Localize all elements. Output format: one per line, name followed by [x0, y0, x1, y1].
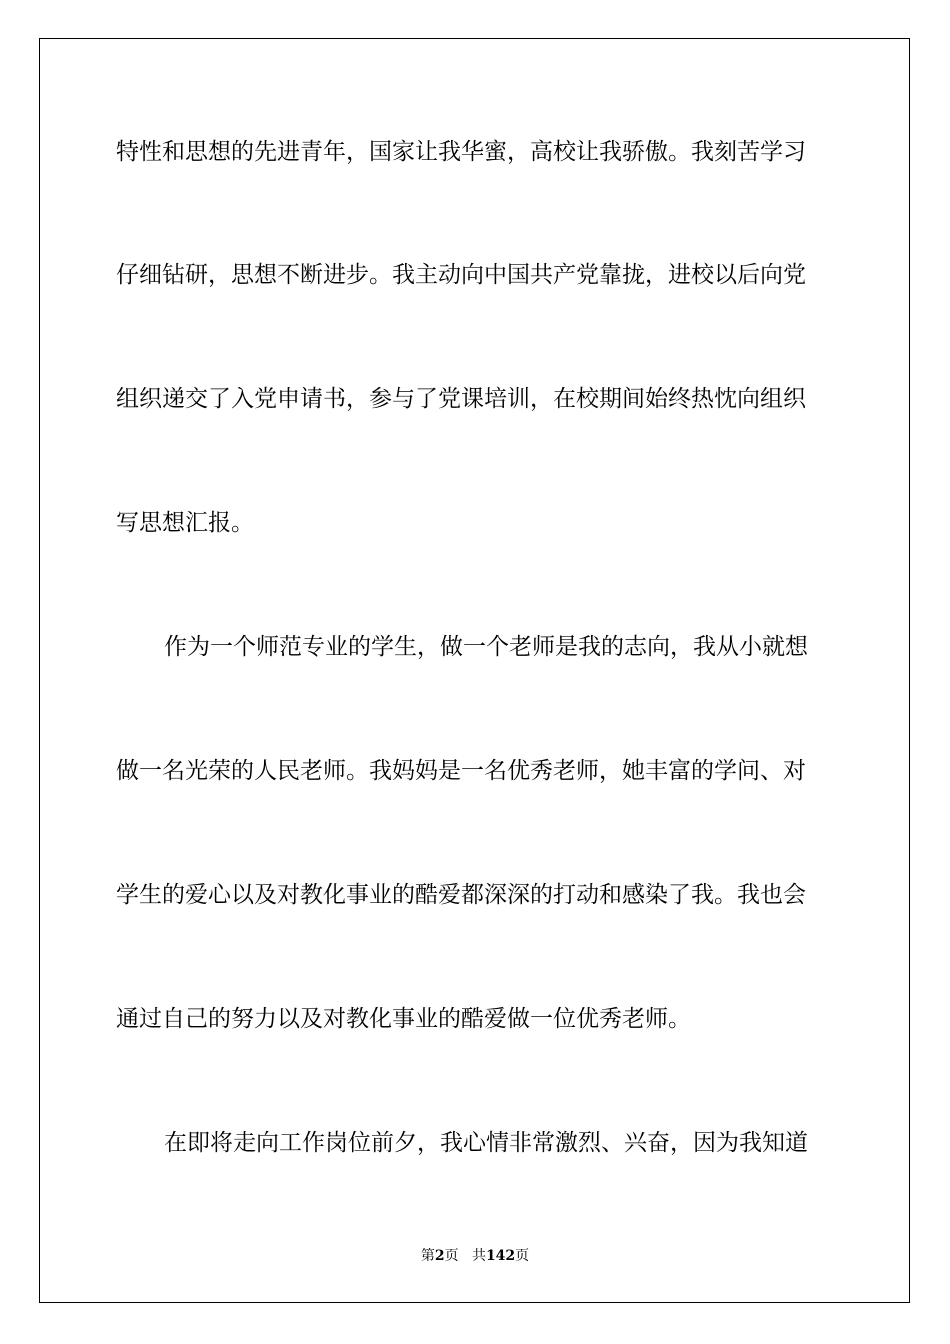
page-border [39, 38, 910, 1303]
footer-total-prefix: 共 [471, 1248, 486, 1264]
text-line-4: 写思想汇报。 [116, 510, 254, 536]
text-line-3: 组织递交了入党申请书，参与了党课培训，在校期间始终热忱向组织 [116, 386, 806, 412]
text-line-6: 做一名光荣的人民老师。我妈妈是一名优秀老师，她丰富的学问、对 [116, 758, 806, 784]
text-line-2: 仔细钻研，思想不断进步。我主动向中国共产党靠拢，进校以后向党 [116, 262, 806, 288]
page-footer [0, 1247, 950, 1265]
footer-total-pages: 142 [485, 1248, 516, 1264]
text-line-9: 在即将走向工作岗位前夕，我心情非常激烈、兴奋，因为我知道 [164, 1130, 808, 1156]
text-line-5: 作为一个师范专业的学生，做一个老师是我的志向，我从小就想 [164, 634, 808, 660]
text-line-7: 学生的爱心以及对教化事业的酷爱都深深的打动和感染了我。我也会 [116, 882, 806, 908]
footer-page-number: 2 [434, 1248, 445, 1264]
footer-total-suffix: 页 [515, 1248, 530, 1264]
footer-page-suffix: 页 [444, 1248, 459, 1264]
text-line-8: 通过自己的努力以及对教化事业的酷爱做一位优秀老师。 [116, 1006, 691, 1032]
footer-page-prefix: 第 [420, 1248, 435, 1264]
text-line-1: 特性和思想的先进青年，国家让我华蜜，高校让我骄傲。我刻苦学习 [116, 139, 806, 165]
